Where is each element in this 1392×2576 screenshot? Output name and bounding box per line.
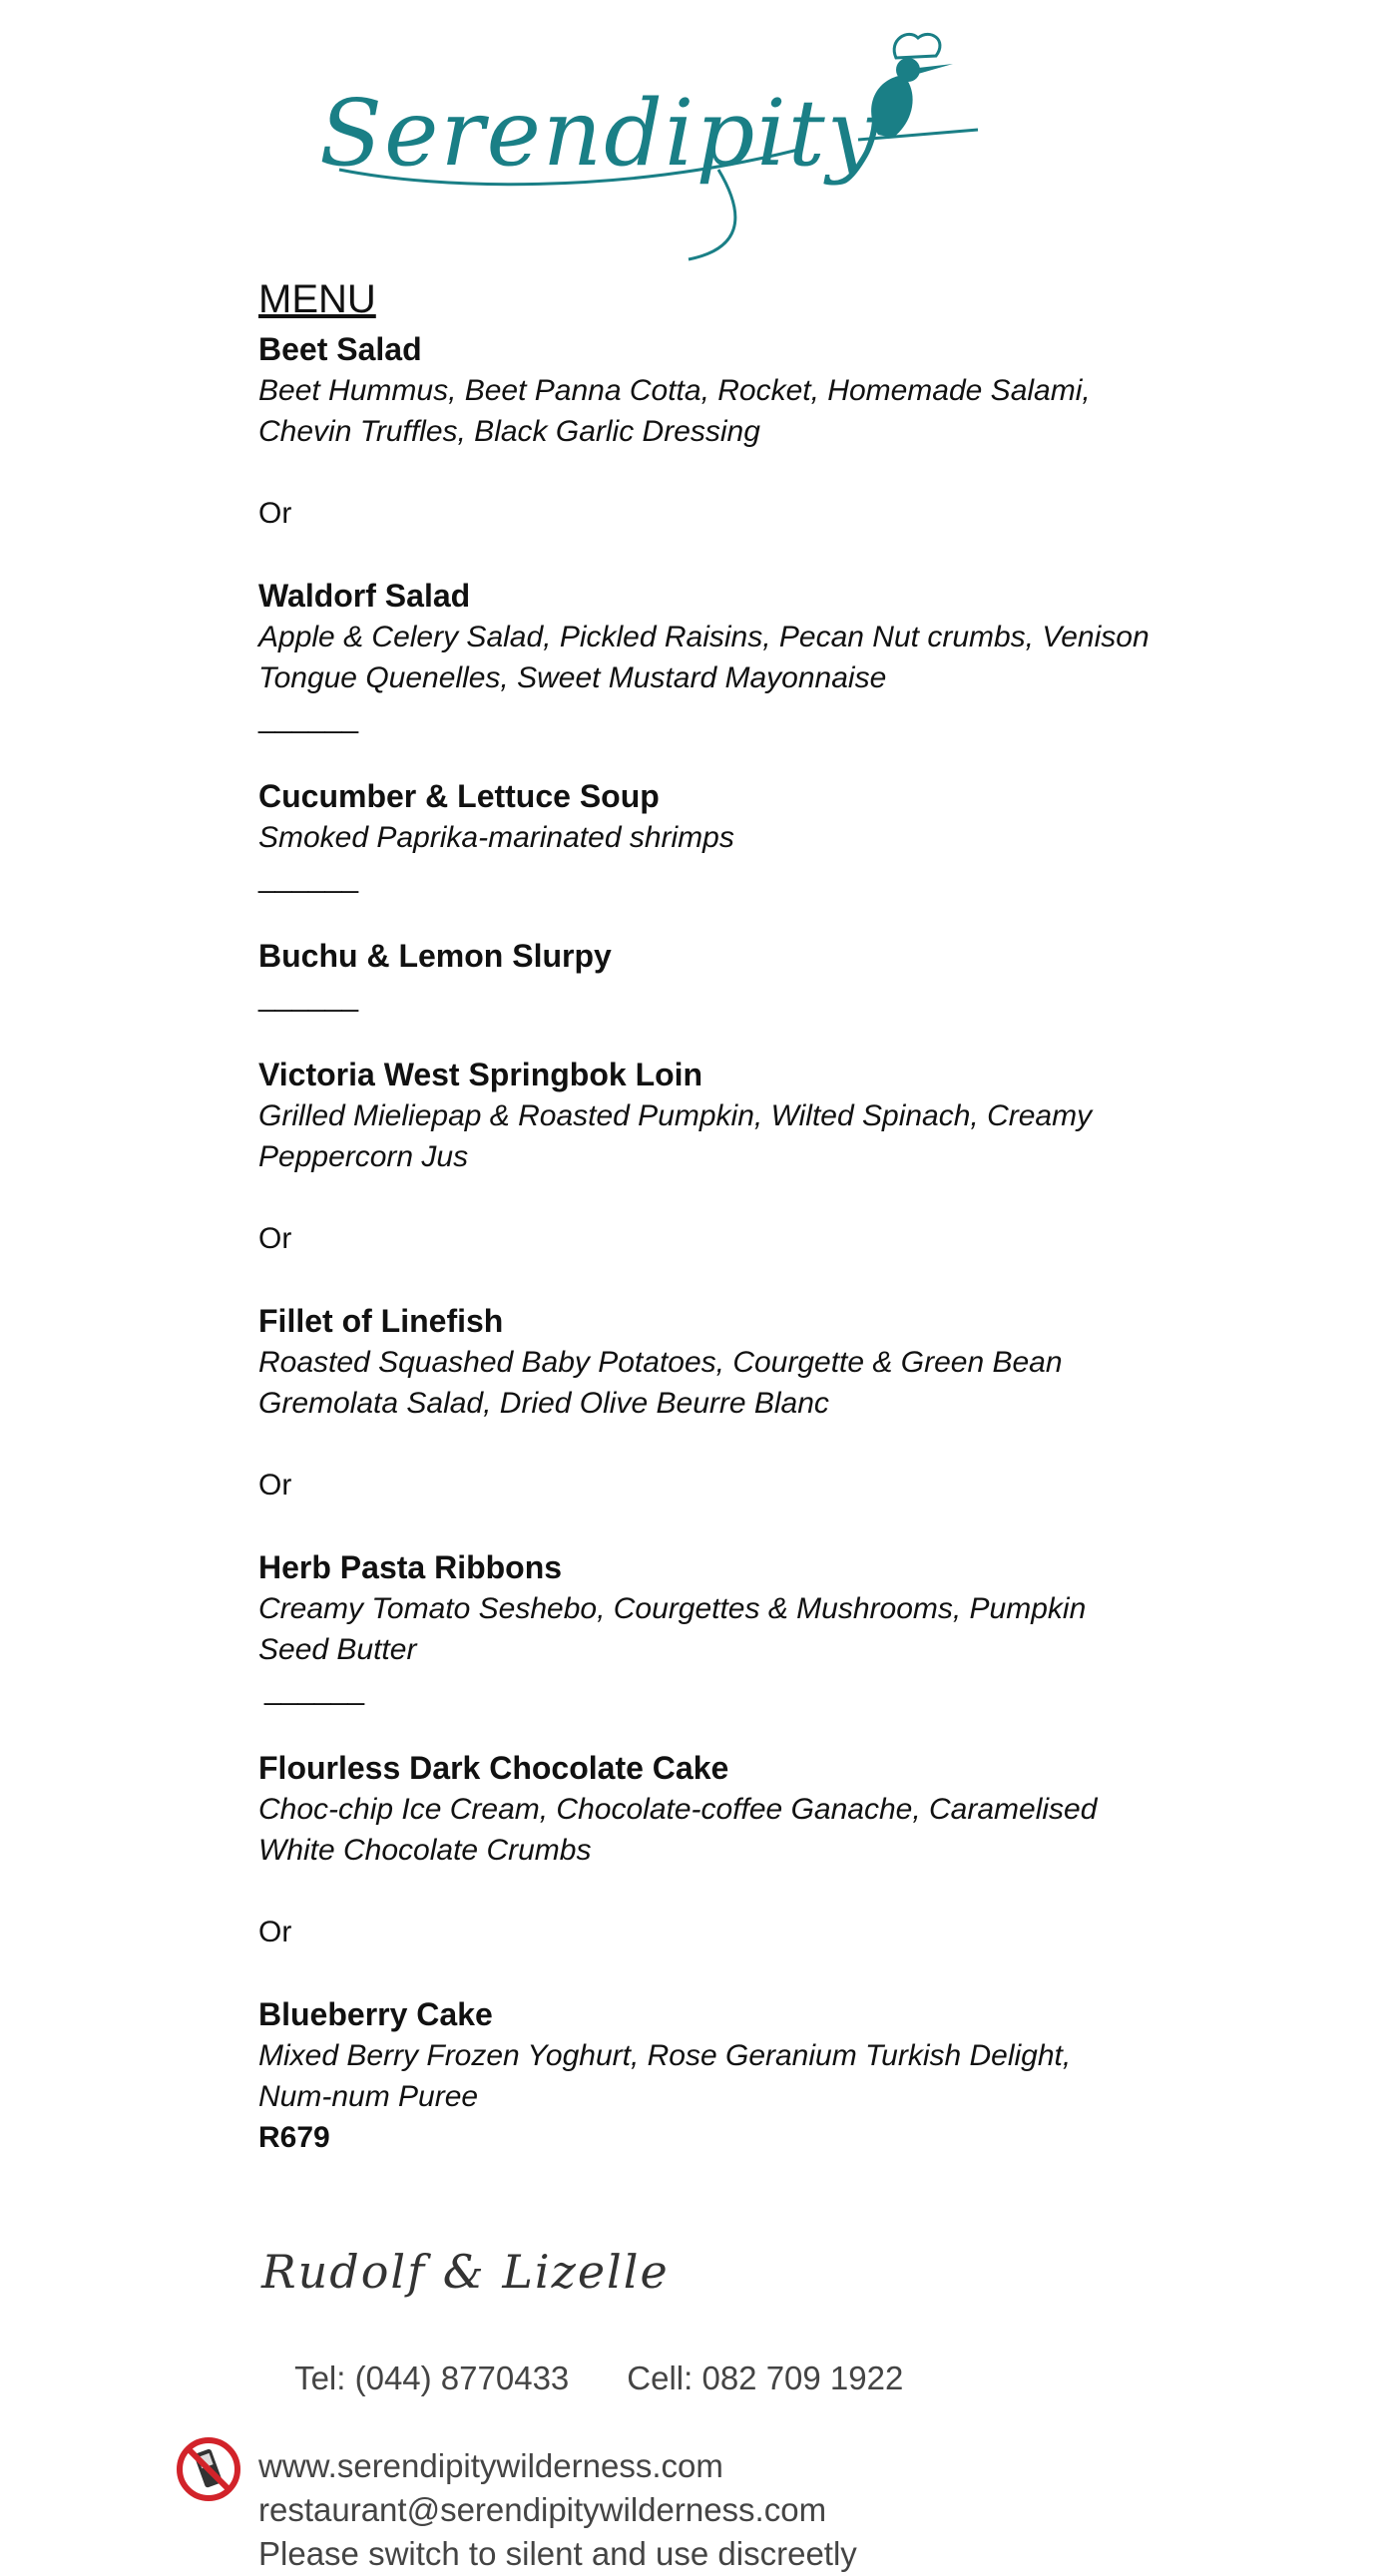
- dish-description: Apple & Celery Salad, Pickled Raisins, Pecan Nut crumbs, Venison: [258, 621, 1150, 653]
- dish-description: Seed Butter: [258, 1633, 417, 1666]
- dish-name: Fillet of Linefish: [258, 1303, 504, 1339]
- or-divider: Or: [258, 1469, 292, 1502]
- dish-name: Victoria West Springbok Loin: [258, 1057, 703, 1092]
- dish-name: Buchu & Lemon Slurpy: [258, 938, 612, 974]
- dish-description: Roasted Squashed Baby Potatoes, Courgette & Green Bean: [258, 1346, 1063, 1379]
- course-separator: ______: [258, 861, 359, 894]
- telephone: Tel: (044) 8770433: [294, 2360, 570, 2396]
- email-link[interactable]: restaurant@serendipitywilderness.com: [258, 2491, 827, 2528]
- dish-description: Grilled Mieliepap & Roasted Pumpkin, Wilted Spinach, Creamy: [258, 1099, 1093, 1132]
- dish-name: Beet Salad: [258, 331, 422, 367]
- dish-name: Flourless Dark Chocolate Cake: [258, 1750, 729, 1786]
- silent-notice: Please switch to silent and use discreetly: [258, 2535, 857, 2572]
- or-divider: Or: [258, 1222, 292, 1255]
- restaurant-logo: [319, 20, 998, 269]
- menu-title: MENU: [258, 277, 376, 321]
- dish-description: Mixed Berry Frozen Yoghurt, Rose Geranium Turkish Delight,: [258, 2039, 1072, 2072]
- or-divider: Or: [258, 1916, 292, 1948]
- dish-description: Chevin Truffles, Black Garlic Dressing: [258, 415, 760, 448]
- dish-name: Herb Pasta Ribbons: [258, 1549, 563, 1585]
- phone-row: [258, 2313, 903, 2444]
- dish-description: Smoked Paprika-marinated shrimps: [258, 821, 734, 854]
- dish-description: Num-num Puree: [258, 2080, 479, 2113]
- website-link[interactable]: www.serendipitywilderness.com: [258, 2447, 723, 2484]
- dish-description: Gremolata Salad, Dried Olive Beurre Blanc: [258, 1387, 829, 1420]
- dish-description: Peppercorn Jus: [258, 1140, 469, 1173]
- or-divider: Or: [258, 497, 292, 530]
- menu-price: R679: [258, 2121, 330, 2154]
- contact-block: [258, 2313, 903, 2576]
- course-separator: ______: [258, 701, 359, 734]
- dish-name: Cucumber & Lettuce Soup: [258, 778, 660, 814]
- logo-wordmark: Serendipity: [319, 80, 881, 187]
- course-separator: ______: [264, 1673, 365, 1706]
- cellphone: Cell: 082 709 1922: [627, 2360, 904, 2396]
- dish-description: Choc-chip Ice Cream, Chocolate-coffee Ganache, Caramelised: [258, 1793, 1098, 1826]
- dish-description: Beet Hummus, Beet Panna Cotta, Rocket, Homemade Salami,: [258, 374, 1091, 407]
- dish-name: Waldorf Salad: [258, 578, 471, 614]
- chef-signature: Rudolf & Lizelle: [261, 2245, 670, 2299]
- dish-description: Creamy Tomato Seshebo, Courgettes & Mushrooms, Pumpkin: [258, 1592, 1087, 1625]
- dish-description: White Chocolate Crumbs: [258, 1834, 592, 1867]
- no-phone-icon: [176, 2436, 241, 2502]
- menu-body: [258, 277, 1256, 2158]
- course-separator: ______: [258, 980, 359, 1013]
- dish-description: Tongue Quenelles, Sweet Mustard Mayonnaise: [258, 661, 887, 694]
- dish-name: Blueberry Cake: [258, 1996, 493, 2032]
